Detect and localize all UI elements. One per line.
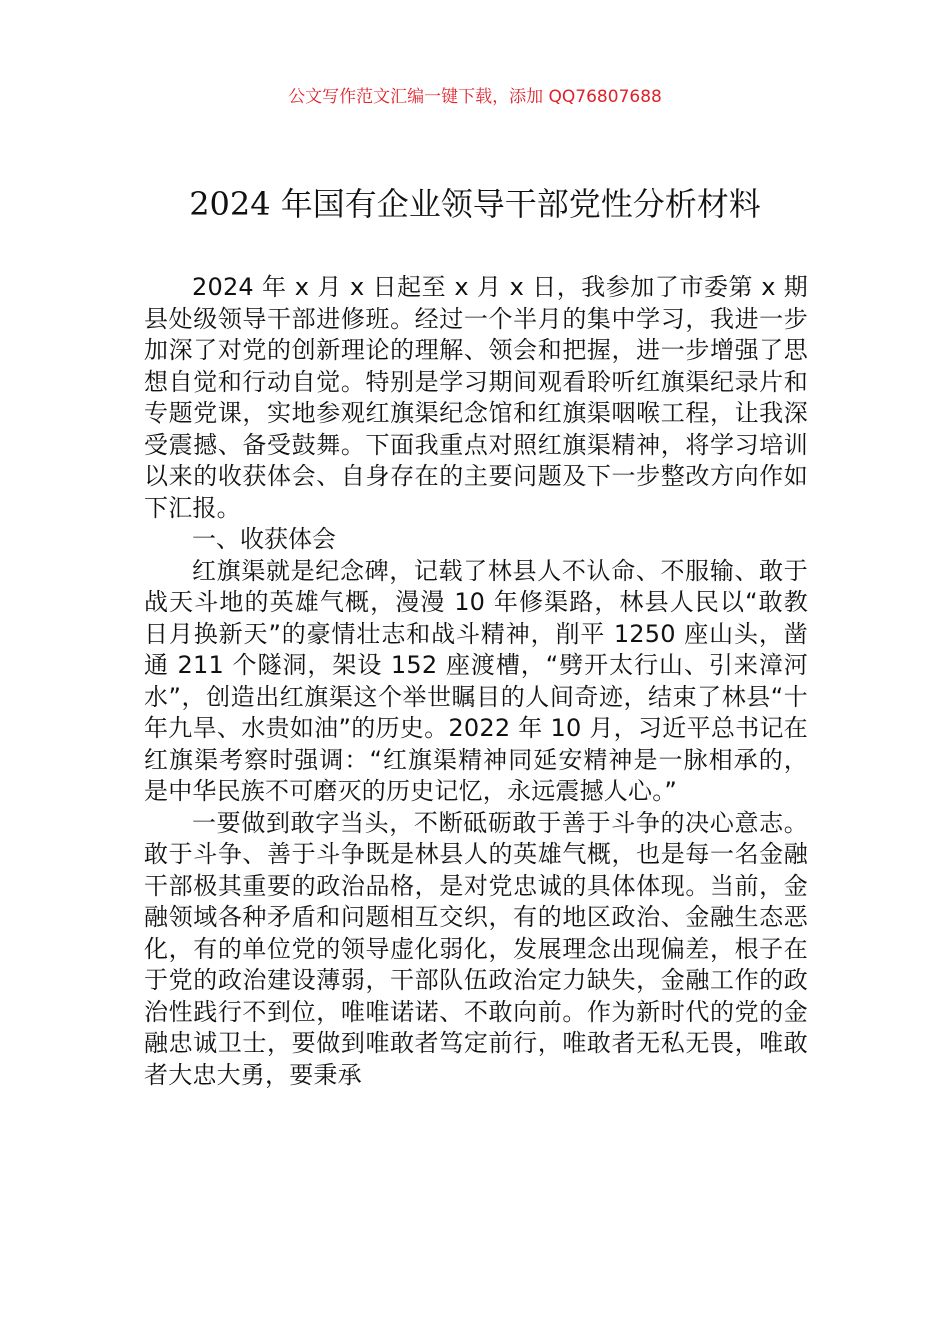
document-title: 2024 年国有企业领导干部党性分析材料 [189,185,761,223]
document-body [144,272,808,1091]
intro-paragraph: 2024 年 x 月 x 日起至 x 月 x 日，我参加了市委第 x 期县处级领导干部进修班。经过一个半月的集中学习，我进一步加深了对党的创新理论的理解、领会和把握，进一步增强了思想自觉和行动自觉。特别是学习期间观看聆听红旗渠纪录片和专题党课，实地参观红旗渠纪念馆和红旗渠咽喉工程，让我深受震撼、备受鼓舞。下面我重点对照红旗渠精神，将学习培训以来的收获体会、自身存在的主要问题及下一步整改方向作如下汇报。 [144,273,808,522]
body-paragraph: 一要做到敢字当头，不断砥砺敢于善于斗争的决心意志。敢于斗争、善于斗争既是林县人的英雄气概，也是每一名金融干部极其重要的政治品格，是对党忠诚的具体体现。当前，金融领域各种矛盾和问题相互交织，有的地区政治、金融生态恶化，有的单位党的领导虚化弱化，发展理念出现偏差，根子在于党的政治建设薄弱，干部队伍政治定力缺失，金融工作的政治性践行不到位，唯唯诺诺、不敢向前。作为新时代的党的金融忠诚卫士，要做到唯敢者笃定前行，唯敢者无私无畏，唯敢者大忠大勇，要秉承 [144,808,808,1089]
body-paragraph: 红旗渠就是纪念碑，记载了林县人不认命、不服输、敢于战天斗地的英雄气概，漫漫 10 年修渠路，林县人民以“敢教日月换新天”的豪情壮志和战斗精神，削平 1250 座山头，凿通 211 个隧洞，架设 152 座渡槽，“劈开太行山、引来漳河水”，创造出红旗渠这个举世瞩目的人间奇迹，结束了林县“十年九旱、水贵如油”的历史。2022 年 10 月，习近平总书记在红旗渠考察时强调：“红旗渠精神同延安精神是一脉相承的，是中华民族不可磨灭的历史记忆，永远震撼人心。” [144,556,808,805]
download-promo-link[interactable]: 公文写作范文汇编一键下载，添加 QQ76807688 [288,87,662,107]
section-heading-gains: 一、收获体会 [192,525,336,553]
